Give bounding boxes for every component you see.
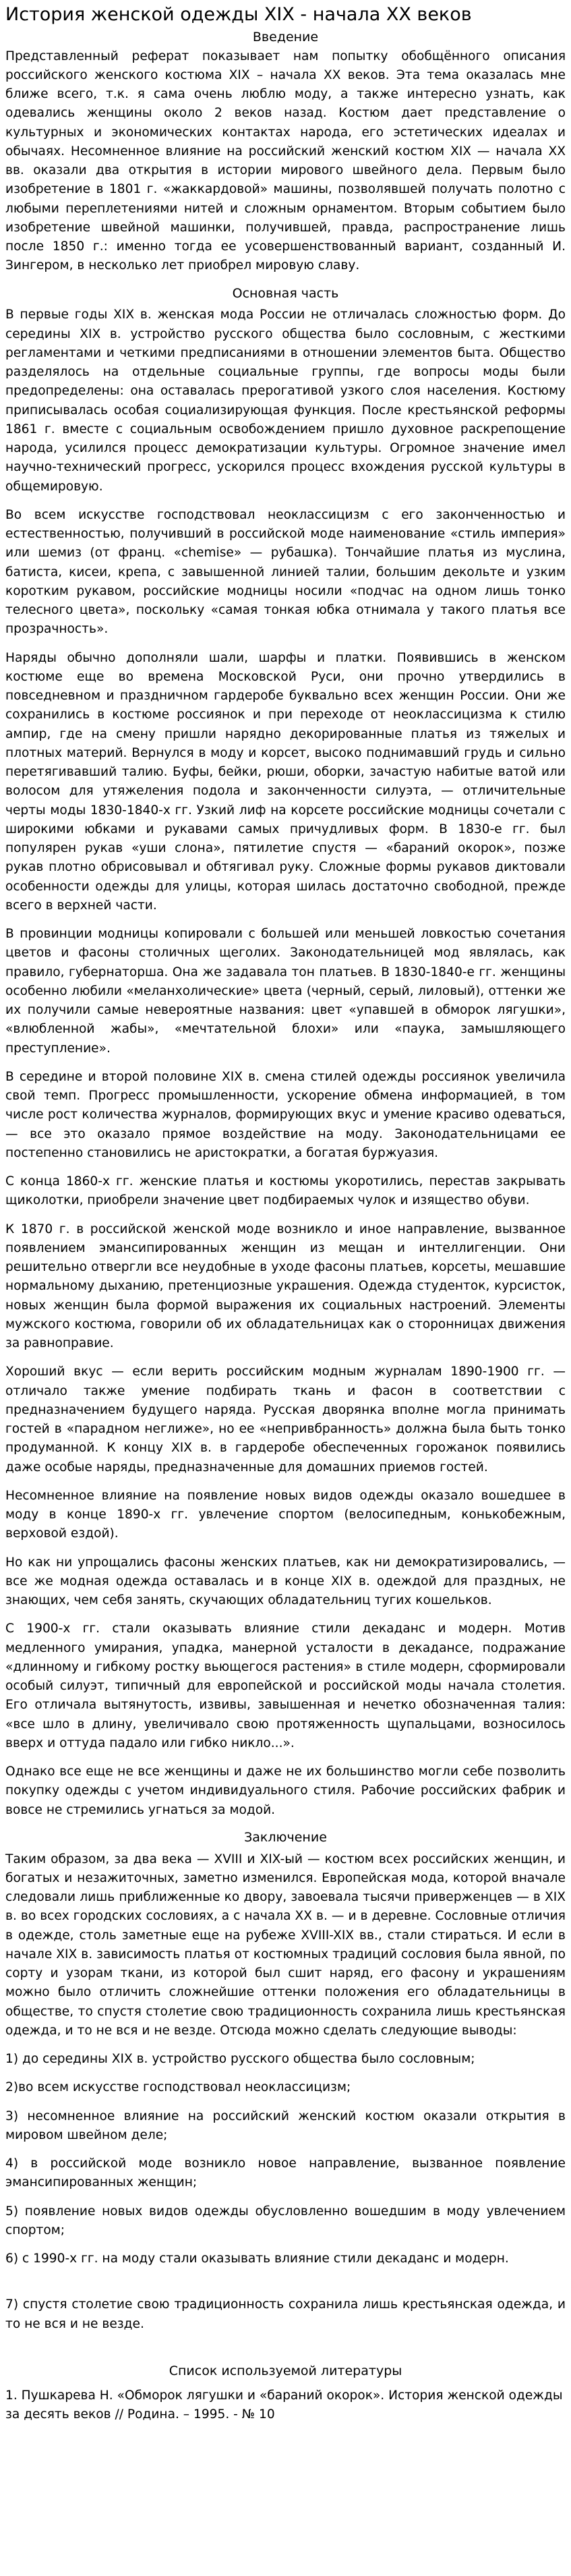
main-paragraph: В середине и второй половине XIX в. смена стилей одежды россиянок увеличила свой темп. Прогресс промышленности, ускорение обмена информацией, в том числе рост количества журналов, формирующих вкус и умение красиво одеваться, — все это оказало прямое воздействие на моду. Законодательницами ее постепенно становились не аристократки, а богатая буржуазия. <box>5 1069 566 1160</box>
references-heading: Список используемой литературы <box>169 2363 402 2378</box>
main-paragraph: Хороший вкус — если верить российским модным журналам 1890-1900 гг. — отличало также умение подбирать ткань и фасон в соответствии с предназначением будущего наряда. Русская дворянка вполне могла принимать гостей в «парадном неглиже», но ее «непривбранность» должна была быть тонко продуманной. К концу XIX в. в гардеробе обеспеченных горожанок появились даже особые наряды, предназначенные для домашних приемов гостей. <box>5 1365 566 1475</box>
main-paragraph: В провинции модницы копировали с большей или меньшей ловкостью сочетания цветов и фасоны столичных щеголих. Законодательницей мод являлась, как правило, губернаторша. Она же задавала тон платьев. В 1830-1840-е гг. женщины особенно любили «меланхолические» цвета (черный, серый, лиловый), оттенки же их получили самые невероятные названия: цвет «упавшей в обморок лягушки», «влюбленной жабы», «мечтательной блохи» или «паука, замышляющего преступление». <box>5 927 566 1056</box>
conclusion-list-item: 5) появление новых видов одежды обусловленно вошедшим в моду увлечением спортом; <box>5 2204 566 2237</box>
main-paragraph: Во всем искусстве господствовал неоклассицизм с его законченностью и естественностью, получивший в российской моде наименование «стиль империя» или шемиз (от франц. «chemise» — рубашка). Тончайшие платья из муслина, батиста, кисеи, крепа, с завышенной линией талии, большим декольте и узким коротким рукавом, российские модницы носили «подчас на одном лишь тонко телесного цвета», поскольку «самая тонкая юбка отнимала у такого платья все прозрачность». <box>5 507 566 637</box>
main-paragraph: В первые годы XIX в. женская мода России не отличалась сложностью форм. До середины XIX в. устройство русского общества было сословным, с жесткими регламентами и четкими предписаниями в отношении элементов быта. Общество разделялось на отдельные социальные группы, где вопросы моды были предопределены: она оставалась прерогативой узкого слоя населения. Костюму приписывалась особая социализирующая функция. После крестьянской реформы 1861 г. вместе с социальным освобождением пришло духовное раскрепощение народа, усилился процесс демократизации культуры. Огромное значение имел научно-технический прогресс, ускорился процесс вхождения русской культуры в общемировую. <box>5 308 566 494</box>
main-paragraph: Наряды обычно дополняли шали, шарфы и платки. Появившись в женском костюме еще во времена Московской Руси, они прочно утвердились в повседневном и праздничном гардеробе буквально всех женщин России. Они же сохранились в костюме россиянок и при переходе от неоклассицизма к стилю ампир, где на смену пришли нарядно декорированные платья из тяжелых и плотных материй. Вернулся в моду и корсет, высоко поднимавший грудь и сильно перетягивавший талию. Буфы, бейки, рюши, оборки, зачастую набитые ватой или волосом для утяжеления подола и законченности силуэта, — отличительные черты моды 1830-1840-х гг. Узкий лиф на корсете российские модницы сочетали с широкими юбками и рукавами самых причудливых форм. В 1830-е гг. был популярен рукав «уши слона», пятилетие спустя — «бараний окорок», позже рукав плотно обрисовывал и обтягивал руку. Сложные формы рукавов диктовали особенности одежды для улицы, которая шилась достаточно свободной, прежде всего в верхней части. <box>5 650 566 913</box>
conclusion-list-item: 3) несомненное влияние на российский женский костюм оказали открытия в мировом швейном деле; <box>5 2109 566 2142</box>
main-paragraph: С 1900-х гг. стали оказывать влияние стили декаданс и модерн. Мотив медленного умирания, упадка, манерной усталости в декадансе, подражание «длинному и гибкому ростку вьющегося растения» в стиле модерн, сформировали особый силуэт, типичный для европейской и российской моды начала столетия. Его отличала вытянутость, извивы, завышенная и нечетко обозначенная талия: «все шло в длину, увеличивало свою протяженность щупальцами, возносилось вверх и оттуда падало или гибко никло...». <box>5 1622 566 1750</box>
conclusion-list-item: 2)во всем искусстве господствовал неоклассицизм; <box>5 2080 351 2095</box>
main-paragraph: Несомненное влияние на появление новых видов одежды оказало вошедшее в моду в конце 1890-х гг. увлечение спортом (велосипедным, конькобежным, верховой ездой). <box>5 1488 566 1541</box>
conclusion-list-item: 1) до середины XIX в. устройство русского общества было сословным; <box>5 2052 475 2067</box>
main-heading: Основная часть <box>232 285 339 301</box>
intro-heading: Введение <box>252 30 319 45</box>
conclusion-paragraph: Таким образом, за два века — XVIII и XIX-ый — костюм всех российских женщин, и богатых и незажиточных, заметно изменился. Европейская мода, которой вначале следовали лишь приближенные ко двору, завоевала тысячи приверженцев — в XIX в. во всех городских сословиях, а с начала XX в. — и в деревне. Сословные отличия в одежде, столь заметные еще на рубеже XVIII-XIX вв., стали стираться. И если в начале XIX в. зависимость платья от костюмных традиций сословия была явной, по сорту и узорам ткани, из которой был сшит наряд, его фасону и украшениям можно было отличить сложнейшие оттенки положения его обладательницы в обществе, то спустя столетие свою традиционность сохранила лишь крестьянская одежда, и то не вся и не везде. Отсюда можно сделать следующие выводы: <box>5 1852 566 2038</box>
main-paragraph: Но как ни упрощались фасоны женских платьев, как ни демократизировались, — все же модная одежда оставалась и в конце XIX в. одеждой для праздных, не знающих, чем себя занять, скучающих обладательниц тугих кошельков. <box>5 1555 566 1608</box>
main-paragraph: К 1870 г. в российской женской моде возникло и иное направление, вызванное появлением эмансипированных женщин из мещан и интеллигенции. Они решительно отвергли все неудобные в уходе фасоны платьев, корсеты, мешавшие нормальному дыханию, претенциозные украшения. Одежда студенток, курсисток, новых женщин была формой выражения их социальных настроений. Элементы мужского костюма, говорили об их обладательницах как о сторонницах движения за равноправие. <box>5 1222 566 1351</box>
intro-paragraph: Представленный реферат показывает нам попытку обобщённого описания российского женского костюма XIX – начала XX веков. Эта тема оказалась мне ближе всего, т.к. я сама очень люблю моду, а также интересно узнать, как одевались женщины около 2 веков назад. Костюм дает представление о культурных и экономических контактах народа, его эстетических идеалах и обычаях. Несомненное влияние на российский женский костюм XIX — начала XX вв. оказали два открытия в истории мирового швейного дела. Первым было изобретение в 1801 г. «жаккардовой» машины, позволявшей получать полотно с любыми переплетениями нитей и сложным орнаментом. Вторым событием было изобретение швейной машинки, получившей, правда, распространение лишь после 1850 г.: именно тогда ее усовершенствованный вариант, созданный И. Зингером, в несколько лет приобрел мировую славу. <box>5 49 566 273</box>
document-title: История женской одежды XIX - начала XX веков <box>5 4 472 25</box>
main-paragraph: С конца 1860-х гг. женские платья и костюмы укоротились, перестав закрывать щиколотки, приобрели значение цвет подбираемых чулок и изящество обуви. <box>5 1174 566 1208</box>
conclusion-list-item: 7) спустя столетие свою традиционность сохранила лишь крестьянская одежда, и то не вся и не везде. <box>5 2297 566 2331</box>
conclusion-list-item: 4) в российской моде возникло новое направление, вызванное появление эмансипированных женщин; <box>5 2156 566 2190</box>
spacer <box>5 2278 566 2295</box>
main-paragraph: Однако все еще не все женщины и даже не их большинство могли себе позволить покупку одежды с учетом индивидуального стиля. Рабочие российских фабрик и вовсе не стремились угнаться за модой. <box>5 1765 566 1817</box>
conclusion-heading: Заключение <box>244 1829 327 1845</box>
reference-item: 1. Пушкарева Н. «Обморок лягушки и «бараний окорок». История женской одежды за десять веков // Родина. – 1995. - № 10 <box>5 2388 563 2422</box>
conclusion-list-item: 6) с 1990-х гг. на моду стали оказывать влияние стили декаданс и модерн. <box>5 2252 509 2266</box>
